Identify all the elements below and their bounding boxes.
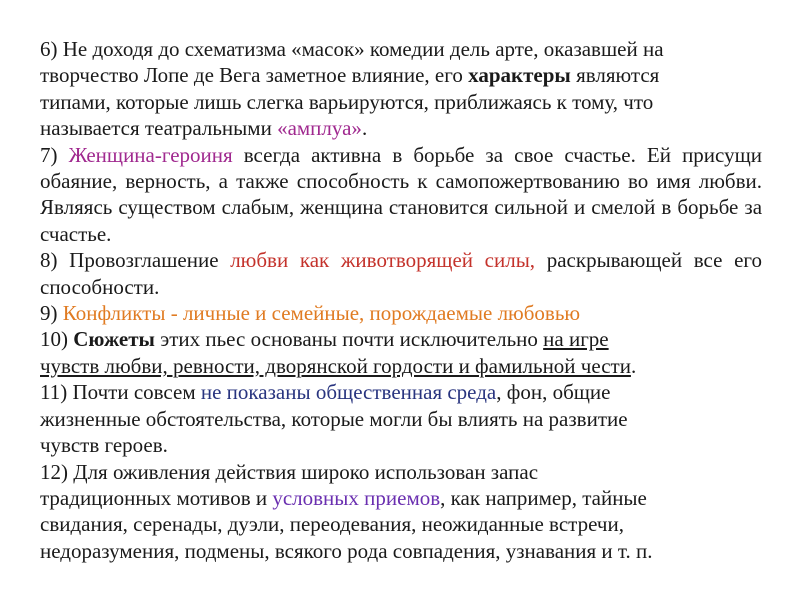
p8-line2: все его способности. bbox=[40, 248, 762, 299]
p6-characters-bold: характеры bbox=[468, 63, 571, 88]
p8-rest: раскрывающей bbox=[535, 248, 683, 273]
p8-start: 8) Провозглашение bbox=[40, 248, 231, 273]
p11-line2: жизненные обстоятельства, которые могли бы влиять на развитие bbox=[40, 406, 628, 431]
p7-body: всегда активна в борьбе за свое счастье. Ей присущи обаяние, верность, а также способность к самопожертвованию во имя любви. Являясь существом слабым, bbox=[40, 142, 763, 220]
p7-last-line: женщина становится сильной и смелой в борьбе за счастье. bbox=[40, 195, 763, 246]
p6-line4c: . bbox=[361, 116, 368, 141]
p10-underline-2: чувств любви, ревности, дворянской гордости и фамильной чести bbox=[40, 353, 631, 378]
p12-line2a: традиционных мотивов и bbox=[40, 485, 273, 510]
paragraph-12 bbox=[40, 459, 762, 565]
p8-love: любви как животворящей силы, bbox=[230, 248, 536, 273]
p10-plots-bold: Сюжеты bbox=[73, 327, 155, 352]
paragraph-11 bbox=[40, 379, 762, 458]
p11-start: 11) Почти совсем bbox=[40, 380, 201, 405]
p6-amplua: «амплуа» bbox=[277, 116, 362, 141]
p12-line2c: , как например, тайные bbox=[440, 485, 647, 510]
p12-line4: недоразумения, подмены, всякого рода совпадения, узнавания и т. п. bbox=[40, 538, 653, 563]
p10-end: . bbox=[630, 353, 637, 378]
p11-rest: , фон, общие bbox=[496, 380, 611, 405]
p11-social-environment: не показаны общественная среда bbox=[200, 380, 497, 405]
p6-line1: 6) Не доходя до схематизма «масок» комедии дель арте, оказавшей на bbox=[40, 37, 664, 61]
p9-conflicts: Конфликты - личные и семейные, порождаемые любовью bbox=[62, 301, 581, 326]
paragraph-6 bbox=[40, 36, 762, 142]
paragraph-7 bbox=[40, 142, 762, 248]
p10-underline-1: на игре bbox=[543, 327, 609, 352]
paragraph-8 bbox=[40, 247, 762, 300]
p12-conventional-devices: условных приемов bbox=[272, 485, 441, 510]
p10-mid: этих пьес основаны почти исключительно bbox=[154, 327, 544, 352]
p12-line3: свидания, серенады, дуэли, переодевания, неожиданные встречи, bbox=[40, 512, 624, 537]
p6-line2c: являются bbox=[570, 63, 660, 88]
p6-line4a: называется театральными bbox=[40, 116, 278, 141]
p9-number: 9) bbox=[40, 301, 63, 326]
slide-text bbox=[40, 36, 762, 564]
p11-line3: чувств героев. bbox=[40, 433, 168, 458]
paragraph-9 bbox=[40, 300, 762, 326]
p6-line2a: творчество Лопе де Вега заметное влияние, его bbox=[40, 63, 469, 88]
p10-number: 10) bbox=[40, 327, 74, 352]
p7-number: 7) bbox=[40, 142, 69, 167]
paragraph-10 bbox=[40, 326, 762, 379]
p6-line3: типами, которые лишь слегка варьируются, приближаясь к тому, что bbox=[40, 89, 654, 114]
p12-line1: 12) Для оживления действия широко использован запас bbox=[40, 459, 539, 484]
p7-heroine: Женщина-героиня bbox=[68, 142, 233, 167]
